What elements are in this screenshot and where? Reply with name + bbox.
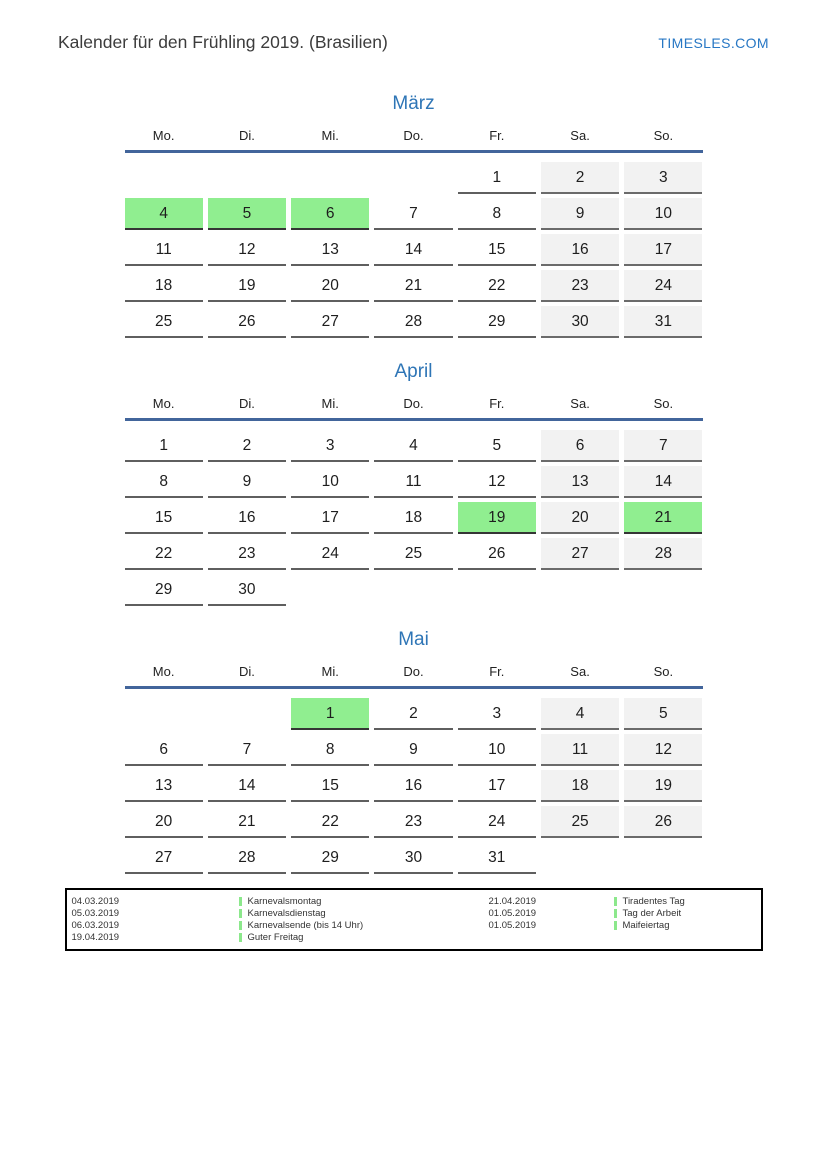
legend-entry bbox=[489, 919, 757, 931]
empty-cell bbox=[208, 698, 286, 728]
brand-link[interactable]: TIMESLES.COM bbox=[658, 34, 769, 51]
day-cell: 2 bbox=[541, 162, 619, 194]
legend-entry bbox=[72, 919, 489, 931]
holiday-marker-icon bbox=[614, 921, 617, 930]
day-cell: 14 bbox=[624, 466, 702, 498]
empty-cell bbox=[125, 698, 203, 728]
month-title: April bbox=[394, 361, 433, 383]
empty-cell bbox=[624, 842, 702, 872]
day-cell: 2 bbox=[208, 430, 286, 462]
weeks-grid bbox=[125, 698, 703, 874]
day-cell: 24 bbox=[458, 806, 536, 838]
day-cell: 8 bbox=[125, 466, 203, 498]
day-cell: 10 bbox=[291, 466, 369, 498]
weekday-label: Sa. bbox=[570, 664, 590, 680]
weekday-underline bbox=[125, 686, 703, 689]
week-row bbox=[125, 270, 703, 302]
empty-cell bbox=[541, 842, 619, 872]
weekday-underline bbox=[125, 418, 703, 421]
month-title: Mai bbox=[398, 629, 429, 651]
legend-label: Maifeiertag bbox=[622, 919, 670, 931]
legend-date: 04.03.2019 bbox=[71, 895, 120, 907]
day-cell: 19 bbox=[624, 770, 702, 802]
day-cell: 7 bbox=[624, 430, 702, 462]
day-cell: 1 bbox=[458, 162, 536, 194]
months bbox=[125, 64, 703, 874]
legend-label: Karnevalsmontag bbox=[247, 895, 322, 907]
weekday-label: Mo. bbox=[152, 664, 175, 680]
day-cell: 26 bbox=[208, 306, 286, 338]
weekday-header-row bbox=[125, 396, 703, 411]
weekday-label: Fr. bbox=[489, 128, 505, 144]
day-cell: 9 bbox=[208, 466, 286, 498]
day-cell: 6 bbox=[125, 734, 203, 766]
day-cell: 25 bbox=[125, 306, 203, 338]
legend-entry bbox=[72, 895, 489, 907]
day-cell: 2 bbox=[374, 698, 452, 730]
week-row bbox=[125, 234, 703, 266]
weekday-label: Fr. bbox=[489, 396, 505, 412]
day-cell: 14 bbox=[374, 234, 452, 266]
week-row bbox=[125, 466, 703, 498]
legend-label: Karnevalsende (bis 14 Uhr) bbox=[247, 919, 364, 931]
empty-cell bbox=[374, 574, 452, 604]
legend bbox=[65, 888, 763, 951]
legend-date: 06.03.2019 bbox=[71, 919, 120, 931]
holiday-marker-icon bbox=[239, 921, 242, 930]
legend-entry bbox=[72, 931, 489, 943]
legend-label: Karnevalsdienstag bbox=[247, 907, 326, 919]
day-cell: 27 bbox=[291, 306, 369, 338]
weekday-label: Di. bbox=[238, 128, 255, 144]
legend-date: 01.05.2019 bbox=[488, 919, 537, 931]
day-cell: 28 bbox=[374, 306, 452, 338]
day-cell: 15 bbox=[291, 770, 369, 802]
day-cell: 5 bbox=[624, 698, 702, 730]
day-cell: 7 bbox=[374, 198, 452, 230]
day-cell: 14 bbox=[208, 770, 286, 802]
day-cell: 22 bbox=[458, 270, 536, 302]
day-cell: 4 bbox=[541, 698, 619, 730]
day-cell: 26 bbox=[624, 806, 702, 838]
legend-date: 19.04.2019 bbox=[71, 931, 120, 943]
day-cell: 30 bbox=[541, 306, 619, 338]
legend-date: 01.05.2019 bbox=[488, 907, 537, 919]
weekday-label: So. bbox=[653, 664, 674, 680]
day-cell: 12 bbox=[208, 234, 286, 266]
empty-cell bbox=[291, 162, 369, 192]
day-cell: 1 bbox=[291, 698, 369, 730]
day-cell: 27 bbox=[541, 538, 619, 570]
day-cell: 29 bbox=[458, 306, 536, 338]
week-row bbox=[125, 430, 703, 462]
empty-cell bbox=[291, 574, 369, 604]
day-cell: 30 bbox=[208, 574, 286, 606]
day-cell: 19 bbox=[458, 502, 536, 534]
weekday-label: So. bbox=[653, 396, 674, 412]
day-cell: 30 bbox=[374, 842, 452, 874]
day-cell: 13 bbox=[541, 466, 619, 498]
legend-label: Tag der Arbeit bbox=[622, 907, 682, 919]
weekday-label: Mo. bbox=[152, 128, 175, 144]
month-section bbox=[125, 629, 703, 874]
page-header bbox=[0, 0, 827, 64]
holiday-marker-icon bbox=[614, 909, 617, 918]
weeks-grid bbox=[125, 430, 703, 606]
legend-column bbox=[489, 895, 757, 931]
month-section bbox=[125, 361, 703, 606]
day-cell: 1 bbox=[125, 430, 203, 462]
day-cell: 31 bbox=[624, 306, 702, 338]
day-cell: 28 bbox=[624, 538, 702, 570]
day-cell: 18 bbox=[541, 770, 619, 802]
legend-label: Tiradentes Tag bbox=[622, 895, 685, 907]
day-cell: 26 bbox=[458, 538, 536, 570]
week-row bbox=[125, 698, 703, 730]
day-cell: 18 bbox=[374, 502, 452, 534]
day-cell: 16 bbox=[374, 770, 452, 802]
day-cell: 17 bbox=[624, 234, 702, 266]
day-cell: 6 bbox=[291, 198, 369, 230]
legend-label: Guter Freitag bbox=[247, 931, 304, 943]
day-cell: 20 bbox=[125, 806, 203, 838]
day-cell: 13 bbox=[291, 234, 369, 266]
day-cell: 21 bbox=[208, 806, 286, 838]
day-cell: 21 bbox=[624, 502, 702, 534]
empty-cell bbox=[458, 574, 536, 604]
weekday-label: Mi. bbox=[321, 396, 339, 412]
weekday-label: Do. bbox=[403, 128, 424, 144]
day-cell: 12 bbox=[624, 734, 702, 766]
week-row bbox=[125, 198, 703, 230]
day-cell: 16 bbox=[208, 502, 286, 534]
day-cell: 12 bbox=[458, 466, 536, 498]
legend-column bbox=[72, 895, 489, 943]
day-cell: 17 bbox=[291, 502, 369, 534]
day-cell: 18 bbox=[125, 270, 203, 302]
weekday-label: Mi. bbox=[321, 128, 339, 144]
day-cell: 15 bbox=[458, 234, 536, 266]
weekday-label: Mo. bbox=[152, 396, 175, 412]
holiday-marker-icon bbox=[239, 897, 242, 906]
day-cell: 21 bbox=[374, 270, 452, 302]
week-row bbox=[125, 734, 703, 766]
day-cell: 29 bbox=[291, 842, 369, 874]
day-cell: 4 bbox=[374, 430, 452, 462]
day-cell: 19 bbox=[208, 270, 286, 302]
day-cell: 29 bbox=[125, 574, 203, 606]
month-section bbox=[125, 93, 703, 338]
day-cell: 10 bbox=[624, 198, 702, 230]
day-cell: 7 bbox=[208, 734, 286, 766]
day-cell: 11 bbox=[125, 234, 203, 266]
day-cell: 4 bbox=[125, 198, 203, 230]
weekday-label: Do. bbox=[403, 396, 424, 412]
page-title: Kalender für den Frühling 2019. (Brasilien) bbox=[58, 31, 388, 52]
legend-entry bbox=[72, 907, 489, 919]
weekday-label: Mi. bbox=[321, 664, 339, 680]
weekday-label: Sa. bbox=[570, 396, 590, 412]
day-cell: 9 bbox=[374, 734, 452, 766]
weekday-label: Fr. bbox=[489, 664, 505, 680]
day-cell: 15 bbox=[125, 502, 203, 534]
day-cell: 23 bbox=[208, 538, 286, 570]
day-cell: 25 bbox=[541, 806, 619, 838]
legend-entry bbox=[489, 895, 757, 907]
day-cell: 10 bbox=[458, 734, 536, 766]
day-cell: 3 bbox=[458, 698, 536, 730]
day-cell: 13 bbox=[125, 770, 203, 802]
weeks-grid bbox=[125, 162, 703, 338]
week-row bbox=[125, 306, 703, 338]
day-cell: 25 bbox=[374, 538, 452, 570]
weekday-label: Do. bbox=[403, 664, 424, 680]
day-cell: 24 bbox=[291, 538, 369, 570]
day-cell: 22 bbox=[125, 538, 203, 570]
day-cell: 8 bbox=[291, 734, 369, 766]
day-cell: 8 bbox=[458, 198, 536, 230]
day-cell: 28 bbox=[208, 842, 286, 874]
day-cell: 5 bbox=[458, 430, 536, 462]
weekday-label: Di. bbox=[238, 396, 255, 412]
week-row bbox=[125, 574, 703, 606]
day-cell: 11 bbox=[374, 466, 452, 498]
day-cell: 5 bbox=[208, 198, 286, 230]
month-title: März bbox=[392, 93, 435, 115]
day-cell: 23 bbox=[374, 806, 452, 838]
day-cell: 20 bbox=[541, 502, 619, 534]
holiday-marker-icon bbox=[239, 933, 242, 942]
day-cell: 3 bbox=[624, 162, 702, 194]
week-row bbox=[125, 770, 703, 802]
empty-cell bbox=[624, 574, 702, 604]
day-cell: 9 bbox=[541, 198, 619, 230]
day-cell: 20 bbox=[291, 270, 369, 302]
weekday-header-row bbox=[125, 128, 703, 143]
day-cell: 11 bbox=[541, 734, 619, 766]
day-cell: 23 bbox=[541, 270, 619, 302]
day-cell: 17 bbox=[458, 770, 536, 802]
empty-cell bbox=[125, 162, 203, 192]
holiday-marker-icon bbox=[614, 897, 617, 906]
weekday-underline bbox=[125, 150, 703, 153]
day-cell: 22 bbox=[291, 806, 369, 838]
legend-entry bbox=[489, 907, 757, 919]
day-cell: 16 bbox=[541, 234, 619, 266]
empty-cell bbox=[541, 574, 619, 604]
weekday-header-row bbox=[125, 664, 703, 679]
week-row bbox=[125, 502, 703, 534]
empty-cell bbox=[374, 162, 452, 192]
weekday-label: Sa. bbox=[570, 128, 590, 144]
holiday-marker-icon bbox=[239, 909, 242, 918]
weekday-label: So. bbox=[653, 128, 674, 144]
day-cell: 31 bbox=[458, 842, 536, 874]
day-cell: 24 bbox=[624, 270, 702, 302]
legend-date: 21.04.2019 bbox=[488, 895, 537, 907]
day-cell: 3 bbox=[291, 430, 369, 462]
week-row bbox=[125, 806, 703, 838]
week-row bbox=[125, 162, 703, 194]
empty-cell bbox=[208, 162, 286, 192]
legend-date: 05.03.2019 bbox=[71, 907, 120, 919]
day-cell: 6 bbox=[541, 430, 619, 462]
week-row bbox=[125, 842, 703, 874]
day-cell: 27 bbox=[125, 842, 203, 874]
week-row bbox=[125, 538, 703, 570]
weekday-label: Di. bbox=[238, 664, 255, 680]
